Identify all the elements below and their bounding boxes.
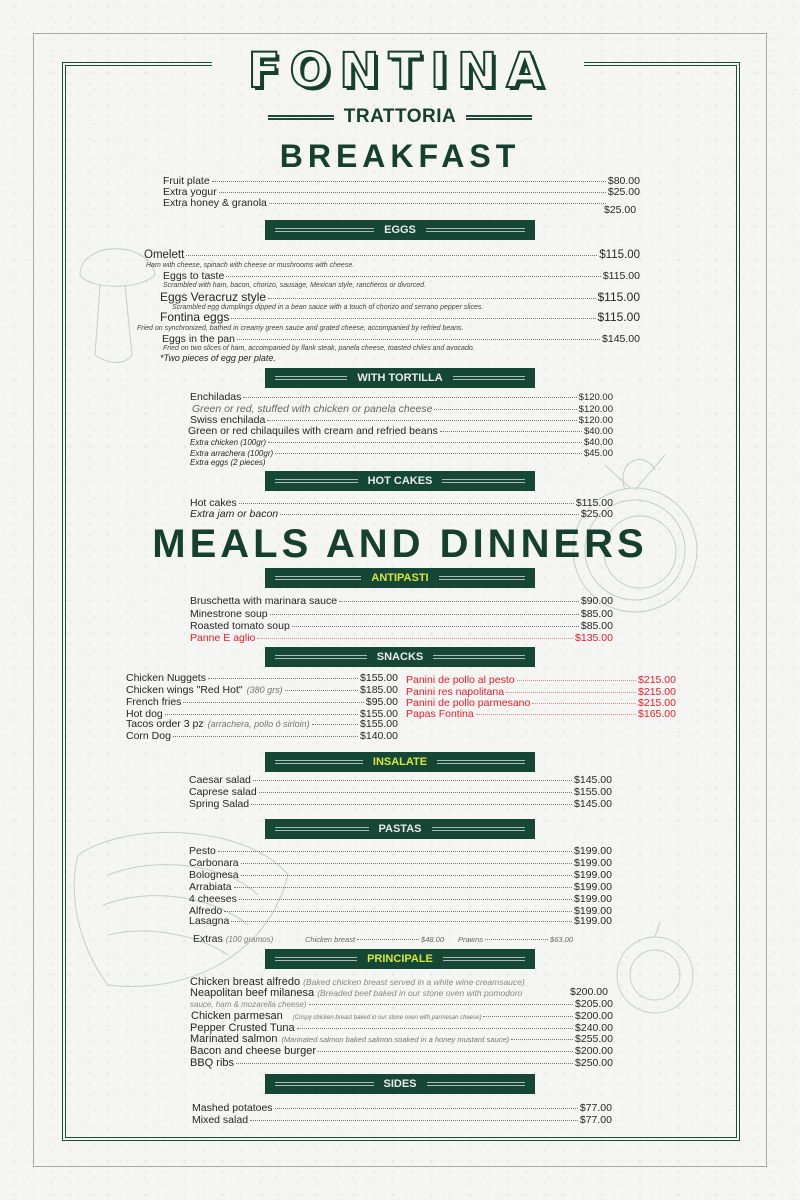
item-description: Scrambled egg dumplings dipped in a bean sauce with a touch of chorizo and serrano pepper slices.	[172, 304, 484, 311]
menu-item: Extra chicken (100gr) $40.00	[190, 437, 613, 448]
menu-item	[190, 987, 522, 999]
extras-item: Prawns $63.00	[458, 935, 573, 944]
menu-item: Bruschetta with marinara sauce $90.00	[190, 595, 613, 607]
menu-item: Fruit plate $80.00	[163, 175, 640, 187]
menu-item: Green or red chilaquiles with cream and refried beans $40.00	[188, 425, 613, 437]
menu-item: Eggs to taste $115.00	[163, 270, 640, 282]
menu-item: French fries $95.00	[126, 696, 398, 708]
rule-left	[268, 115, 334, 120]
menu-item-highlighted: Panini de pollo parmesano $215.00	[406, 697, 676, 709]
section-header-principale: PRINCIPALE	[265, 949, 535, 969]
menu-item: Pepper Crusted Tuna $240.00	[190, 1022, 613, 1034]
eggs-footnote: *Two pieces of egg per plate.	[160, 353, 276, 363]
menu-item: Pesto $199.00	[189, 845, 612, 857]
menu-item: Carbonara $199.00	[189, 857, 612, 869]
menu-item: Corn Dog $140.00	[126, 730, 398, 742]
item-note: (Baked chicken breast served in a white wine creamsauce)	[303, 977, 525, 987]
item-description: Fried on synchronized, bathed in creamy green sauce and grated cheese, accompanied by refried beans.	[137, 325, 464, 332]
menu-item: Enchiladas $120.00	[190, 391, 613, 403]
section-title-breakfast: BREAKFAST	[279, 138, 521, 174]
menu-item: Hot dog $155.00	[126, 708, 398, 720]
menu-item: Roasted tomato soup $85.00	[190, 620, 613, 632]
section-header-snacks: SNACKS	[265, 647, 535, 667]
menu-item-highlighted: Panini de pollo al pesto $215.00	[406, 674, 676, 686]
section-header-antipasti: ANTIPASTI	[265, 568, 535, 588]
menu-item: Tacos order 3 pz (arrachera, pollo ó sirloin) $155.00	[126, 718, 398, 730]
menu-item-highlighted: Panne E aglio $135.00	[190, 632, 613, 644]
item-description: Fried on two slices of ham, accompanied by flank steak, panela cheese, toasted chiles and avocado.	[163, 345, 475, 352]
menu-item: Green or red, stuffed with chicken or panela cheese $120.00	[192, 403, 613, 415]
menu-item: Arrabiata $199.00	[189, 881, 612, 893]
menu-item: Eggs in the pan $145.00	[162, 333, 640, 345]
item-description: Ham with cheese, spinach with cheese or mushrooms with cheese.	[146, 262, 355, 269]
menu-item: Hot cakes $115.00	[190, 497, 613, 509]
menu-item: Extra yogur $25.00	[163, 186, 640, 198]
section-header-with-tortilla: WITH TORTILLA	[265, 368, 535, 388]
menu-item: Omelett $115.00	[144, 249, 640, 261]
item-note: (Breaded beef baked in our stone oven with pomodoro	[317, 988, 523, 998]
extras-label: Extras	[193, 933, 223, 945]
rule-right	[466, 115, 532, 120]
menu-item: Extra jam or bacon $25.00	[190, 508, 613, 520]
extras-item: Chicken breast $48.00	[305, 935, 444, 944]
menu-item: Chicken wings "Red Hot" (380 grs) $185.00	[126, 684, 398, 696]
menu-item: Caesar salad $145.00	[189, 774, 612, 786]
menu-item: Extra arrachera (100gr) $45.00	[190, 448, 613, 459]
menu-item: Bolognesa $199.00	[189, 869, 612, 881]
section-header-sides: SIDES	[265, 1074, 535, 1094]
menu-item-highlighted: Papas Fontina $165.00	[406, 708, 676, 720]
menu-item: Alfredo $199.00	[189, 905, 612, 917]
menu-item: Swiss enchilada $120.00	[190, 414, 613, 426]
menu-item: BBQ ribs $250.00	[190, 1057, 613, 1069]
menu-item: Spring Salad $145.00	[189, 798, 612, 810]
menu-item: Chicken parmesan (Crispy chicken breast baked in our stone oven with parmesan cheese) $200.00	[191, 1010, 613, 1022]
menu-item: Minestrone soup $85.00	[190, 608, 613, 620]
brand-logo: FONTINA	[247, 43, 553, 99]
menu-item: Eggs Veracruz style $115.00	[160, 290, 640, 304]
menu-item: Mashed potatoes $77.00	[192, 1102, 612, 1114]
menu-item: Fontina eggs $115.00	[160, 310, 640, 324]
item-description: Scrambled with ham, bacon, chorizo, sausage, Mexican style, rancheros or divorced.	[163, 282, 427, 289]
menu-item: Extra honey & granola	[163, 198, 608, 209]
menu-item-continued: sauce, ham & mozarella cheese) $205.00	[190, 998, 613, 1010]
menu-item: Extra eggs (2 pieces)	[190, 458, 266, 467]
section-header-eggs: EGGS	[265, 220, 535, 240]
menu-item: Caprese salad $155.00	[189, 786, 612, 798]
menu-item: Chicken Nuggets $155.00	[126, 672, 398, 684]
menu-item: Lasagna $199.00	[189, 915, 612, 927]
item-name: Neapolitan beef milanesa	[190, 987, 315, 999]
menu-item: Bacon and cheese burger $200.00	[190, 1045, 613, 1057]
menu-item: Marinated salmon (Marinated salmon baked salmon soaked in a honey mustard sauce) $255.00	[190, 1033, 613, 1045]
menu-item: Mixed salad $77.00	[192, 1114, 612, 1126]
section-title-meals: MEALS AND DINNERS	[152, 522, 648, 566]
section-header-pastas: PASTAS	[265, 819, 535, 839]
brand-subtitle: TRATTORIA	[343, 106, 457, 127]
section-header-hot-cakes: HOT CAKES	[265, 471, 535, 491]
menu-item-price: $25.00	[604, 204, 637, 216]
item-name: Chicken breast alfredo	[190, 976, 301, 988]
pasta-extras	[193, 933, 273, 945]
menu-item-price: $200.00	[570, 986, 608, 998]
menu-item: 4 cheeses $199.00	[189, 893, 612, 905]
brand-subtitle-row	[268, 106, 532, 128]
extras-note: (100 gramos)	[225, 935, 274, 944]
menu-item-highlighted: Panini res napolitana $215.00	[406, 686, 676, 698]
section-header-insalate: INSALATE	[265, 752, 535, 772]
